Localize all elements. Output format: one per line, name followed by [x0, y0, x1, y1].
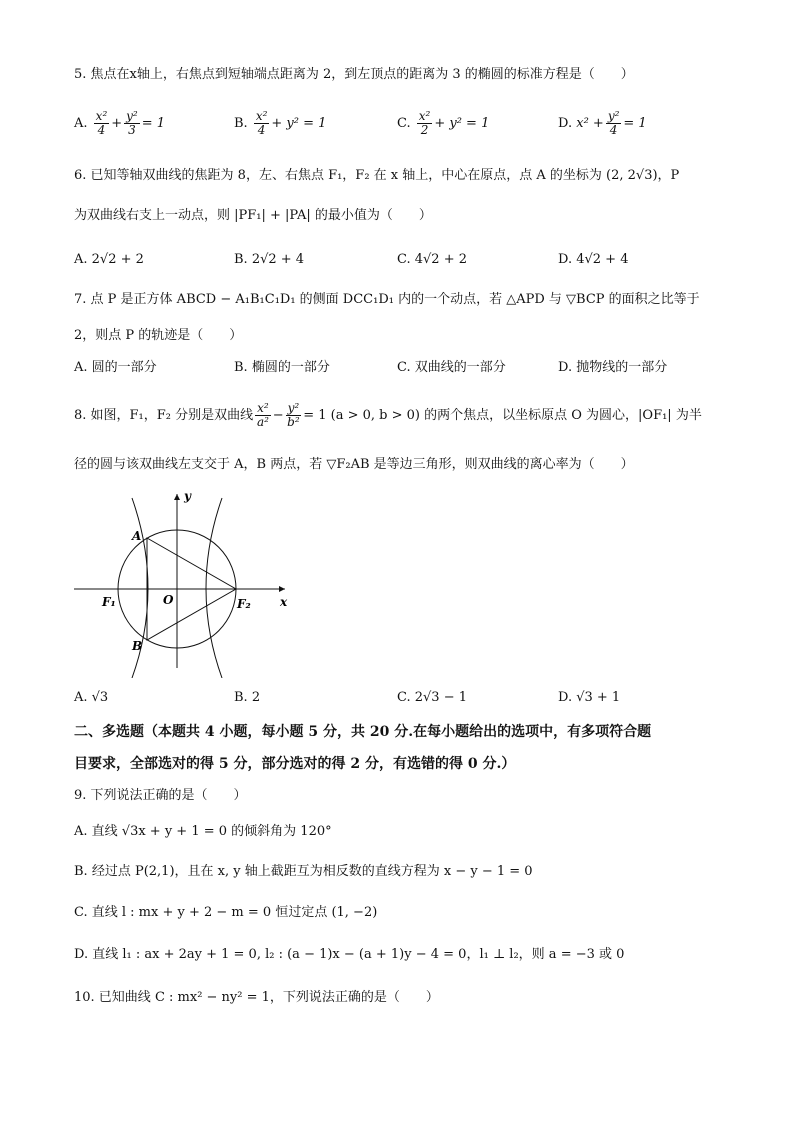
q7-option-c: C. 双曲线的一部分: [397, 360, 506, 375]
q9-option-a: A. 直线 √3x + y + 1 = 0 的倾斜角为 120°: [74, 824, 332, 839]
q8-option-b: B. 2: [234, 690, 261, 705]
hyperbola-right-branch: [206, 498, 222, 678]
point-a-label: A: [132, 529, 142, 543]
q5-option-c: C. $\frac{\text{x²}}{2}$ + y² = 1: [397, 109, 490, 137]
q7-stem-line2: 2，则点 P 的轨迹是（ ）: [74, 328, 243, 343]
q7-option-d: D. 抛物线的一部分: [558, 360, 668, 375]
q6-stem-line2: 为双曲线右支上一动点，则 |PF₁| + |PA| 的最小值为（ ）: [74, 208, 432, 223]
q7-option-a: A. 圆的一部分: [74, 360, 157, 375]
q8-option-a: A. √3: [74, 690, 109, 705]
q6-option-d: D. 4√2 + 4: [558, 252, 629, 267]
q5-option-a: A. $\frac{\text{x²}}{4}$ + $\frac{\text{y²}}{3}$ = 1: [74, 109, 166, 137]
q7-stem-line1: 7. 点 P 是正方体 ABCD − A₁B₁C₁D₁ 的侧面 DCC₁D₁ 内的一个动点，若 △APD 与 ▽BCP 的面积之比等于: [74, 292, 700, 307]
q5-stem: 5. 焦点在x轴上，右焦点到短轴端点距离为 2，到左顶点的距离为 3 的椭圆的标准方程是（ ）: [74, 67, 634, 82]
x-label: x: [280, 595, 288, 609]
q8-option-d: D. √3 + 1: [558, 690, 621, 705]
q6-stem-line1: 6. 已知等轴双曲线的焦距为 8，左、右焦点 F₁，F₂ 在 x 轴上，中心在原点，点 A 的坐标为 (2, 2√3)，P: [74, 168, 680, 183]
q6-option-a: A. 2√2 + 2: [74, 252, 144, 267]
q7-option-b: B. 椭圆的一部分: [234, 360, 330, 375]
q5-option-d: D. x² + $\frac{\text{y²}}{4}$ = 1: [558, 109, 647, 137]
q9-stem: 9. 下列说法正确的是（ ）: [74, 788, 247, 803]
q8-option-c: C. 2√3 − 1: [397, 690, 468, 705]
q6-option-c: C. 4√2 + 2: [397, 252, 468, 267]
q9-option-b: B. 经过点 P(2,1)，且在 x, y 轴上截距互为相反数的直线方程为 x − y − 1 = 0: [74, 864, 533, 879]
q5-option-b: B. $\frac{\text{x²}}{4}$ + y² = 1: [234, 109, 327, 137]
y-label: y: [184, 489, 191, 503]
f1-label: F₁: [102, 595, 116, 609]
q6-option-b: B. 2√2 + 4: [234, 252, 305, 267]
section-heading-line1: 二、多选题（本题共 4 小题，每小题 5 分，共 20 分.在每小题给出的选项中，有多项符合题: [74, 724, 652, 740]
point-b-label: B: [132, 639, 143, 653]
q10-stem: 10. 已知曲线 C : mx² − ny² = 1，下列说法正确的是（ ）: [74, 990, 439, 1005]
q8-stem-line2: 径的圆与该双曲线左支交于 A，B 两点，若 ▽F₂AB 是等边三角形，则双曲线的离心率为（ ）: [74, 457, 634, 472]
q9-option-d: D. 直线 l₁ : ax + 2ay + 1 = 0, l₂ : (a − 1)x − (a + 1)y − 4 = 0，l₁ ⊥ l₂，则 a = −3 或 0: [74, 947, 625, 962]
hyperbola-figure: [70, 488, 300, 678]
section-heading-line2: 目要求，全部选对的得 5 分，部分选对的得 2 分，有选错的得 0 分.）: [74, 756, 516, 772]
q8-stem-line1: 8. 如图，F₁，F₂ 分别是双曲线 $\frac{\text{x²}}{\text{a²}}$ − $\frac{\text{y²}}{\text{b²}}$ = 1 (a > 0, b > 0) 的两个焦点，以坐标原点 O 为圆心，|OF₁| 为半: [74, 401, 702, 429]
origin-label: O: [163, 593, 174, 607]
q9-option-c: C. 直线 l : mx + y + 2 − m = 0 恒过定点 (1, −2): [74, 905, 378, 920]
f2-label: F₂: [237, 597, 251, 611]
